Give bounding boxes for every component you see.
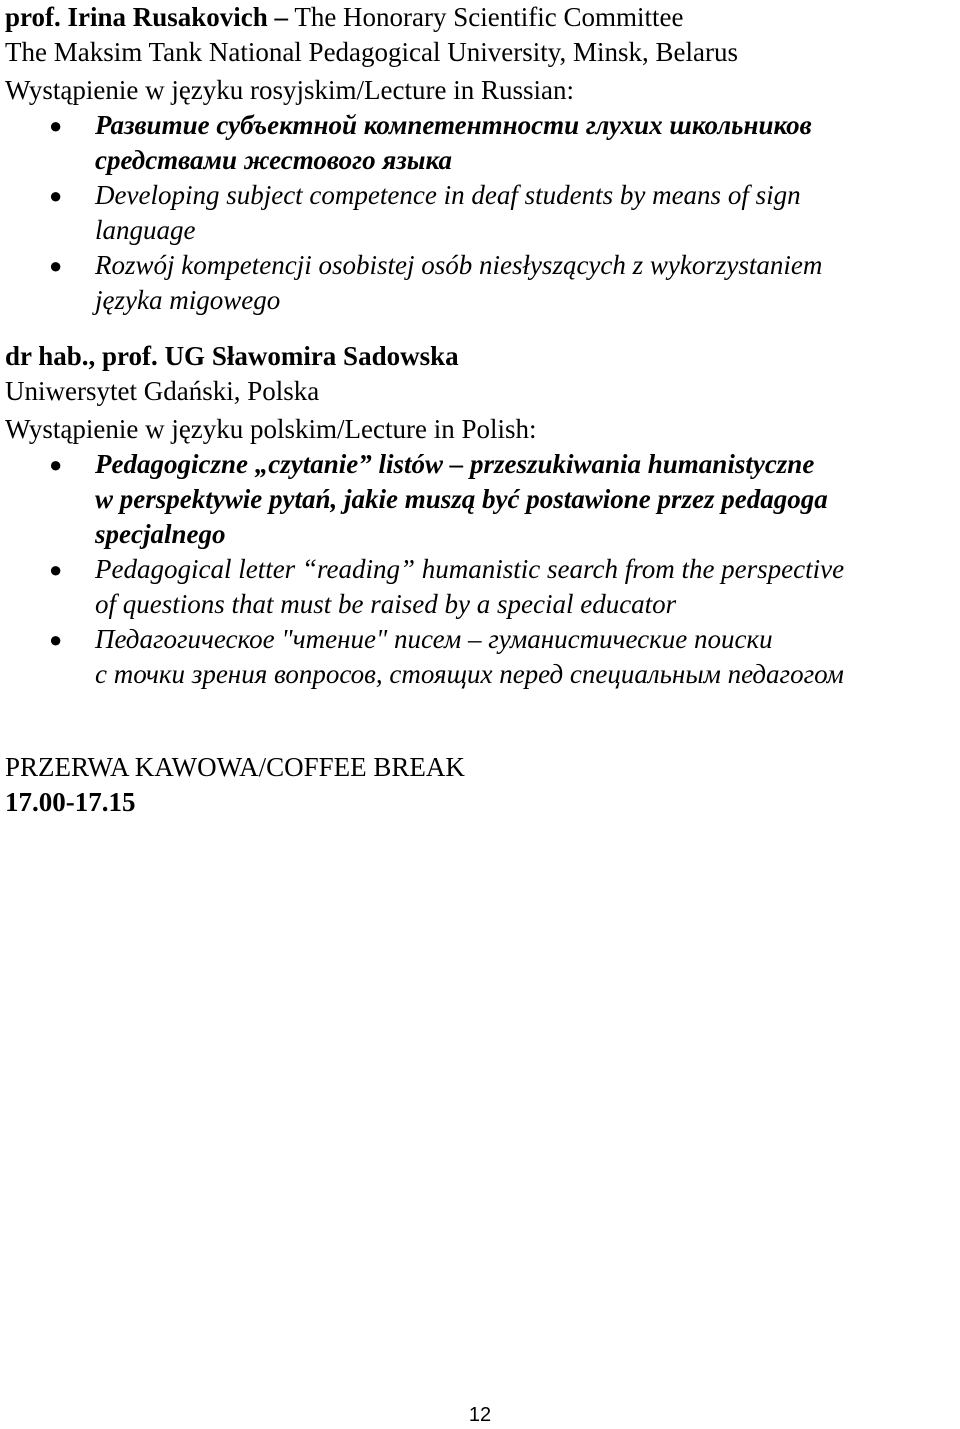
speaker-block-1: [0, 0, 960, 318]
speaker-affiliation: Uniwersytet Gdański, Polska: [5, 376, 320, 406]
coffee-break-block: [0, 750, 960, 820]
break-label: PRZERWA KAWOWA/COFFEE BREAK: [5, 752, 465, 782]
lecture-language: Wystąpienie w języku rosyjskim/Lecture in Russian:: [5, 75, 575, 105]
bullet-icon: ●: [49, 557, 63, 582]
lecture-title-list: [0, 447, 960, 692]
lecture-title-item: [0, 552, 960, 622]
page-number: 12: [468, 1404, 492, 1426]
bullet-icon: ●: [49, 452, 63, 477]
lecture-title-item: [0, 108, 960, 178]
speaker-name: UG Sławomira Sadowska: [157, 341, 459, 371]
bullet-icon: ●: [49, 183, 63, 208]
lecture-title-item: [0, 248, 960, 318]
lecture-title-item: [0, 622, 960, 692]
lecture-title-line: języka migowego: [95, 285, 281, 315]
bullet-icon: ●: [49, 253, 63, 278]
lecture-language: Wystąpienie w języku polskim/Lecture in Polish:: [5, 414, 537, 444]
speaker-block-2: [0, 339, 960, 692]
lecture-title-line: Pedagogiczne „czytanie” listów – przeszukiwania humanistyczne: [95, 449, 815, 479]
bullet-icon: ●: [49, 627, 63, 652]
break-time: 17.00-17.15: [5, 787, 136, 817]
lecture-title-line: Rozwój kompetencji osobistej osób niesłyszących z wykorzystaniem: [95, 250, 823, 280]
lecture-title-item: [0, 447, 960, 552]
lecture-title-line: Развитие субъектной компетентности глухих школьников: [95, 110, 812, 140]
lecture-title-list: [0, 108, 960, 318]
lecture-title-line: Developing subject competence in deaf students by means of sign: [95, 180, 801, 210]
lecture-title-item: [0, 178, 960, 248]
speaker-title: dr hab., prof.: [5, 341, 158, 371]
lecture-title-line: с точки зрения вопросов, стоящих перед специальным педагогом: [95, 659, 844, 689]
speaker-name: prof. Irina Rusakovich –: [5, 2, 289, 32]
speaker-role: The Honorary Scientific Committee: [288, 2, 684, 32]
lecture-title-line: Педагогическое "чтение" писем – гуманистические поиски: [95, 624, 773, 654]
speaker-heading: [0, 339, 960, 374]
lecture-title-line: specjalnego: [95, 519, 226, 549]
lecture-title-line: Pedagogical letter “reading” humanistic search from the perspective: [95, 554, 845, 584]
bullet-icon: ●: [49, 113, 63, 138]
lecture-title-line: language: [95, 215, 196, 245]
lecture-title-line: of questions that must be raised by a special educator: [95, 589, 677, 619]
lecture-title-line: средствами жестового языка: [95, 145, 453, 175]
lecture-title-line: w perspektywie pytań, jakie muszą być postawione przez pedagoga: [95, 484, 828, 514]
speaker-affiliation: The Maksim Tank National Pedagogical University, Minsk, Belarus: [5, 37, 738, 67]
speaker-heading: [0, 0, 960, 35]
